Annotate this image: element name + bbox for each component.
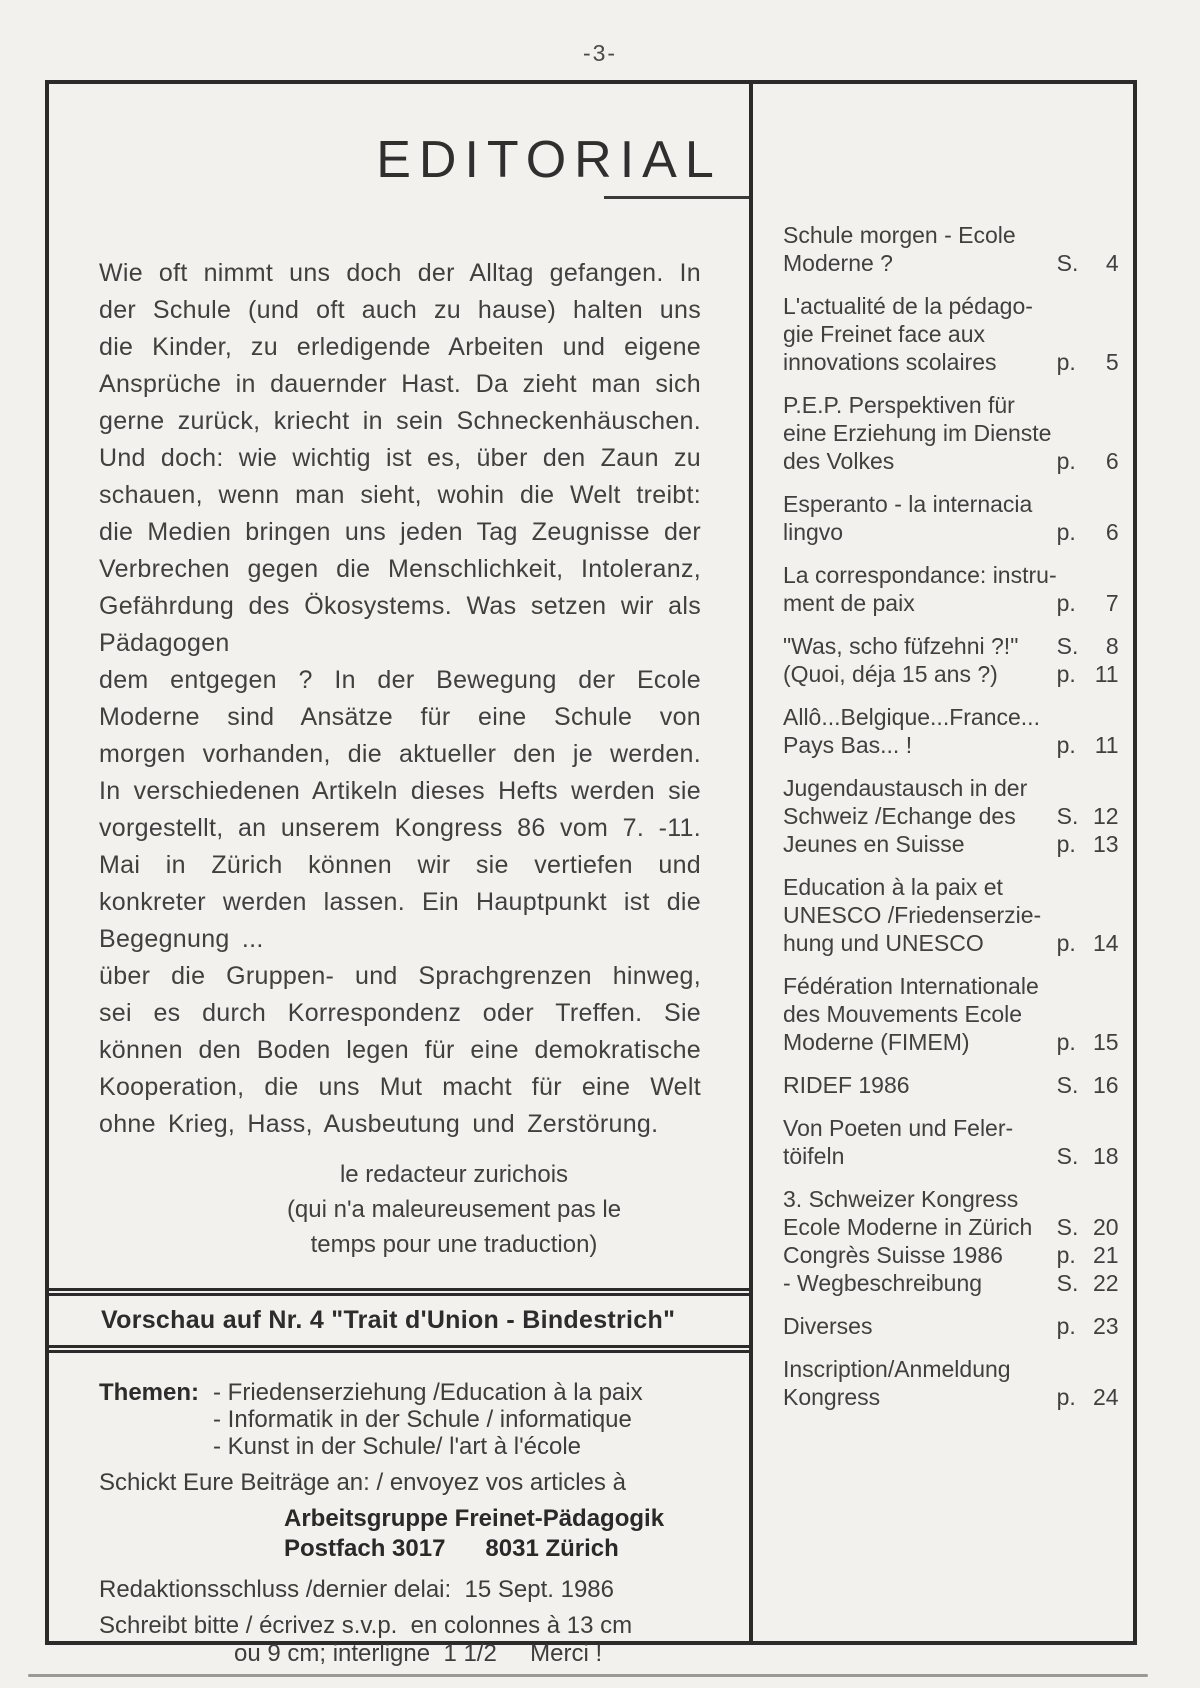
toc-line [783,802,1123,830]
toc-page-prefix: p. [1056,1242,1076,1268]
toc-line [783,660,1123,688]
toc-line [783,873,1123,901]
toc-item [783,561,1123,617]
content-frame [45,80,1137,1667]
toc-page-prefix: p. [1056,1029,1076,1055]
toc-page-number: 20 [1093,1214,1119,1240]
toc-page-prefix: p. [1056,448,1076,474]
toc-page-number: 22 [1093,1270,1119,1296]
toc-line [783,1241,1123,1269]
vorschau-heading-box [49,1288,749,1353]
toc-entry-title: P.E.P. Perspektiven für [783,392,1015,418]
toc-page-ref [1057,632,1123,660]
toc-line [783,929,1123,957]
deadline-line: Redaktionsschluss /dernier delai: 15 Sept. 1986 [99,1576,614,1603]
toc-entry-title: Congrès Suisse 1986 [783,1242,1003,1268]
toc-item [783,972,1123,1056]
toc-list [783,221,1123,1411]
toc-page-number: 24 [1093,1384,1119,1410]
vorschau-heading: Vorschau auf Nr. 4 "Trait d'Union - Bindestrich" [101,1306,676,1334]
toc-page-prefix: S. [1056,633,1079,659]
toc-entry-title: eine Erziehung im Dienste [783,420,1052,446]
editorial-column [49,84,749,1667]
toc-item [783,292,1123,376]
toc-entry-title: L'actualité de la pédago- [783,293,1033,319]
toc-line [783,731,1123,759]
toc-entry-title: Schweiz /Echange des [783,803,1016,829]
toc-page-ref [1057,1312,1123,1340]
toc-line [783,972,1123,1000]
toc-page-ref [1057,589,1123,617]
toc-line [783,703,1123,731]
toc-entry-title: La correspondance: instru- [783,562,1057,588]
toc-line [783,490,1123,518]
toc-line [783,320,1123,348]
toc-line [783,518,1123,546]
toc-page-prefix: S. [1056,803,1079,829]
toc-line [783,1071,1123,1099]
toc-line [783,348,1123,376]
toc-entry-title: (Quoi, déja 15 ans ?) [783,661,998,687]
toc-entry-title: lingvo [783,519,844,545]
toc-entry-title: hung und UNESCO [783,930,984,956]
toc-entry-title: ment de paix [783,590,915,616]
toc-line [783,589,1123,617]
toc-item [783,703,1123,759]
toc-item [783,774,1123,858]
toc-line [783,1213,1123,1241]
toc-entry-title: innovations scolaires [783,349,997,375]
toc-line [783,1269,1123,1297]
toc-entry-title: 3. Schweizer Kongress [783,1186,1019,1212]
toc-item [783,490,1123,546]
toc-page-number: 11 [1094,661,1119,687]
toc-page-ref [1057,830,1123,858]
toc-line [783,774,1123,802]
theme-item: - Friedenserziehung /Education à la paix [213,1379,643,1406]
toc-entry-title: Ecole Moderne in Zürich [783,1214,1033,1240]
toc-page-number: 23 [1093,1313,1119,1339]
toc-line [783,1000,1123,1028]
toc-page-number: 21 [1093,1242,1119,1268]
toc-entry-title: des Volkes [783,448,895,474]
toc-line [783,1028,1123,1056]
title-underline [604,196,749,199]
themes-label: Themen: [99,1379,200,1406]
theme-item: - Informatik in der Schule / informatique [213,1406,632,1433]
toc-page-prefix: S. [1056,1270,1079,1296]
toc-entry-title: RIDEF 1986 [783,1072,910,1098]
writing-instructions-line-2: ou 9 cm; interligne 1 1/2 Merci ! [234,1640,603,1667]
toc-page-ref [1057,249,1123,277]
toc-page-number: 18 [1093,1143,1119,1169]
toc-entry-title: Allô...Belgique...France... [783,704,1040,730]
toc-item [783,1312,1123,1340]
toc-page-ref [1057,1241,1123,1269]
toc-line [783,1312,1123,1340]
toc-page-prefix: p. [1056,661,1076,687]
toc-page-prefix: p. [1056,590,1076,616]
toc-entry-title: Von Poeten und Feler- [783,1115,1014,1141]
toc-page-prefix: S. [1056,250,1079,276]
toc-item [783,221,1123,277]
toc-line [783,391,1123,419]
toc-entry-title: Jeunes en Suisse [783,831,965,857]
toc-item [783,1071,1123,1099]
toc-page-ref [1057,518,1123,546]
toc-page-ref [1057,1028,1123,1056]
address-block [99,1504,723,1564]
toc-entry-title: Kongress [783,1384,881,1410]
toc-line [783,901,1123,929]
toc-page-number: 4 [1105,250,1119,276]
toc-page-prefix: p. [1056,930,1076,956]
toc-item [783,632,1123,688]
page-number: -3- [582,40,618,66]
toc-line [783,1185,1123,1213]
writing-instructions [99,1612,723,1668]
toc-page-ref [1057,1269,1123,1297]
toc-line [783,1142,1123,1170]
toc-page-ref [1057,802,1123,830]
toc-page-ref [1057,1142,1123,1170]
toc-page-number: 15 [1093,1029,1119,1055]
toc-page-prefix: p. [1056,349,1076,375]
editorial-signature [49,1157,749,1262]
toc-line [783,292,1123,320]
toc-page-prefix: S. [1056,1143,1079,1169]
toc-line [783,221,1123,249]
toc-line [783,419,1123,447]
toc-line [783,1355,1123,1383]
themes-row [99,1379,723,1460]
toc-line [783,1383,1123,1411]
toc-page-number: 13 [1093,831,1119,857]
toc-page-prefix: p. [1056,732,1076,758]
toc-page-number: 6 [1105,448,1119,474]
toc-page-number: 5 [1105,349,1119,375]
toc-line [783,249,1123,277]
toc-entry-title: - Wegbeschreibung [783,1270,983,1296]
toc-entry-title: Inscription/Anmeldung [783,1356,1011,1382]
toc-page-prefix: p. [1056,831,1076,857]
toc-page-prefix: p. [1056,1313,1076,1339]
toc-line [783,632,1123,660]
editorial-title: EDITORIAL [376,131,722,189]
toc-item [783,1355,1123,1411]
toc-page-number: 12 [1093,803,1119,829]
signature-line: (qui n'a maleureusement pas le [286,1196,622,1223]
toc-item [783,1114,1123,1170]
toc-item [783,391,1123,475]
toc-page-number: 11 [1094,732,1119,758]
writing-instructions-line-1: Schreibt bitte / écrivez s.v.p. en colonnes à 13 cm [99,1612,633,1639]
toc-entry-title: töifeln [783,1143,845,1169]
toc-entry-title: Esperanto - la internacia [783,491,1033,517]
toc-line [783,561,1123,589]
theme-item: - Kunst in der Schule/ l'art à l'école [213,1433,582,1460]
toc-line [783,1114,1123,1142]
toc-entry-title: Diverses [783,1313,873,1339]
toc-entry-title: Moderne (FIMEM) [783,1029,970,1055]
toc-page-number: 6 [1105,519,1119,545]
toc-page-ref [1057,660,1123,688]
toc-page-ref [1057,1383,1123,1411]
toc-page-prefix: S. [1056,1214,1079,1240]
editorial-paragraph: Wie oft nimmt uns doch der Alltag gefangen. In der Schule (und oft auch zu hause) halten uns die Kinder, zu erledigende Arbeiten und eigene Ansprüche in dauernder Hast. Da zieht man sich gerne zurück, kriecht in sein Schneckenhäuschen. Und doch: wie wichtig ist es, über den Zaun zu schauen, wenn man sieht, wohin die Welt treibt: die Medien bringen uns jeden Tag Zeugnisse der Verbrechen gegen die Menschlichkeit, Intoleranz, Gefährdung des Ökosystems. Was setzen wir als Pädagogen [99,259,701,657]
toc-column [749,84,1137,1641]
toc-page-ref [1057,447,1123,475]
toc-entry-title: gie Freinet face aux [783,321,986,347]
toc-item [783,873,1123,957]
toc-page-number: 7 [1105,590,1119,616]
toc-entry-title: UNESCO /Friedenserzie- [783,902,1042,928]
toc-item [783,1185,1123,1297]
address-line-2: Postfach 3017 8031 Zürich [284,1535,619,1562]
toc-entry-title: Education à la paix et [783,874,1003,900]
toc-entry-title: Pays Bas... ! [783,732,913,758]
vorschau-body [49,1353,749,1668]
toc-entry-title: Jugendaustausch in der [783,775,1028,801]
toc-page-prefix: S. [1056,1072,1079,1098]
toc-page-number: 8 [1105,633,1119,659]
toc-page-ref [1057,929,1123,957]
toc-entry-title: Moderne ? [783,250,893,276]
editorial-paragraph: dem entgegen ? In der Bewegung der Ecole Moderne sind Ansätze für eine Schule von morgen vorhanden, die aktueller den je werden. In verschiedenen Artikeln dieses Hefts werden sie vorgestellt, an unserem Kongress 86 vom 7. -11. Mai in Zürich können wir sie vertiefen und konkreter werden lassen. Ein Hauptpunkt ist die Begegnung ... [99,666,701,953]
toc-page-number: 16 [1093,1072,1119,1098]
toc-page-ref [1057,731,1123,759]
toc-page-number: 14 [1093,930,1119,956]
toc-page-ref [1057,348,1123,376]
toc-line [783,447,1123,475]
toc-line [783,830,1123,858]
editorial-body [99,255,701,1143]
signature-line: temps pour une traduction) [310,1231,598,1258]
send-contributions-line: Schickt Eure Beiträge an: / envoyez vos articles à [99,1469,626,1496]
toc-entry-title: "Was, scho füfzehni ?!" [783,633,1019,659]
toc-page-ref [1057,1071,1123,1099]
toc-entry-title: Schule morgen - Ecole [783,222,1016,248]
signature-line: le redacteur zurichois [339,1161,569,1188]
toc-entry-title: des Mouvements Ecole [783,1001,1023,1027]
toc-page-prefix: p. [1056,519,1076,545]
toc-page-ref [1057,1213,1123,1241]
toc-page-prefix: p. [1056,1384,1076,1410]
editorial-paragraph: über die Gruppen- und Sprachgrenzen hinweg, sei es durch Korrespondenz oder Treffen. Sie können den Boden legen für eine demokratische Kooperation, die uns Mut macht für eine Welt ohne Krieg, Hass, Ausbeutung und Zerstörung. [99,962,701,1138]
toc-entry-title: Fédération Internationale [783,973,1039,999]
address-line-1: Arbeitsgruppe Freinet-Pädagogik [284,1505,665,1532]
scan-bottom-edge [28,1674,1148,1677]
themes-list [213,1379,643,1460]
